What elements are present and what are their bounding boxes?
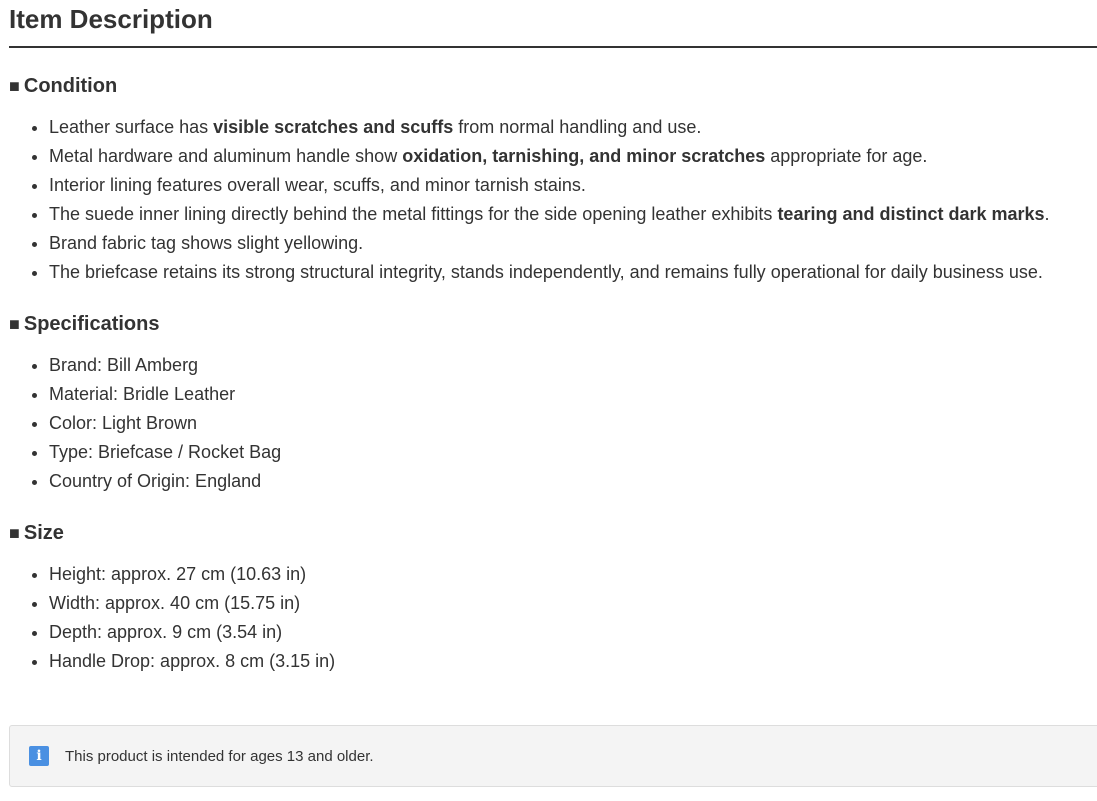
square-bullet-icon: ■ — [9, 314, 20, 334]
age-notice — [9, 725, 1097, 787]
condition-list — [9, 113, 1097, 287]
condition-item — [49, 258, 1097, 287]
page-title: Item Description — [9, 0, 1097, 48]
condition-item-emphasis: oxidation, tarnishing, and minor scratches — [402, 146, 766, 166]
square-bullet-icon: ■ — [9, 523, 20, 543]
condition-item-text: Metal hardware and aluminum handle show — [49, 146, 403, 166]
specifications-heading — [9, 312, 1097, 336]
size-list — [9, 560, 1097, 676]
condition-item-text: appropriate for age. — [765, 146, 928, 166]
condition-item-text: from normal handling and use. — [453, 117, 702, 137]
condition-heading-label: Condition — [23, 75, 118, 97]
condition-item-emphasis: visible scratches and scuffs — [213, 117, 454, 137]
condition-item — [49, 142, 1097, 171]
size-item-handle-drop: • Handle Drop: approx. 8 cm (3.15 in) — [49, 647, 1097, 676]
spec-item-brand: • Brand: Bill Amberg — [49, 351, 1097, 380]
size-item-height: • Height: approx. 27 cm (10.63 in) — [49, 560, 1097, 589]
condition-item-text: Leather surface has — [49, 117, 214, 137]
size-item-width: • Width: approx. 40 cm (15.75 in) — [49, 589, 1097, 618]
condition-item-text: Brand fabric tag shows slight yellowing. — [49, 233, 364, 253]
condition-item-text: . — [1044, 204, 1050, 224]
condition-item — [49, 171, 1097, 200]
condition-item-text: The suede inner lining directly behind the metal fittings for the side opening leather exhibits — [49, 204, 778, 224]
size-heading — [9, 521, 1097, 545]
condition-item — [49, 113, 1097, 142]
condition-item-emphasis: tearing and distinct dark marks — [777, 204, 1045, 224]
condition-item-text: The briefcase retains its strong structural integrity, stands independently, and remains fully operational for daily business use. — [49, 262, 1043, 282]
info-icon: i — [29, 746, 49, 766]
size-heading-label: Size — [23, 522, 64, 544]
condition-item — [49, 200, 1097, 229]
condition-heading — [9, 74, 1097, 98]
notice-text: This product is intended for ages 13 and older. — [65, 748, 374, 765]
spec-item-country: • Country of Origin: England — [49, 467, 1097, 496]
condition-item — [49, 229, 1097, 258]
item-description-page — [9, 0, 1097, 676]
specifications-heading-label: Specifications — [23, 313, 160, 335]
spec-item-material: • Material: Bridle Leather — [49, 380, 1097, 409]
specifications-list — [9, 351, 1097, 496]
square-bullet-icon: ■ — [9, 76, 20, 96]
spec-item-color: • Color: Light Brown — [49, 409, 1097, 438]
spec-item-type: • Type: Briefcase / Rocket Bag — [49, 438, 1097, 467]
condition-item-text: Interior lining features overall wear, scuffs, and minor tarnish stains. — [49, 175, 586, 195]
size-item-depth: • Depth: approx. 9 cm (3.54 in) — [49, 618, 1097, 647]
